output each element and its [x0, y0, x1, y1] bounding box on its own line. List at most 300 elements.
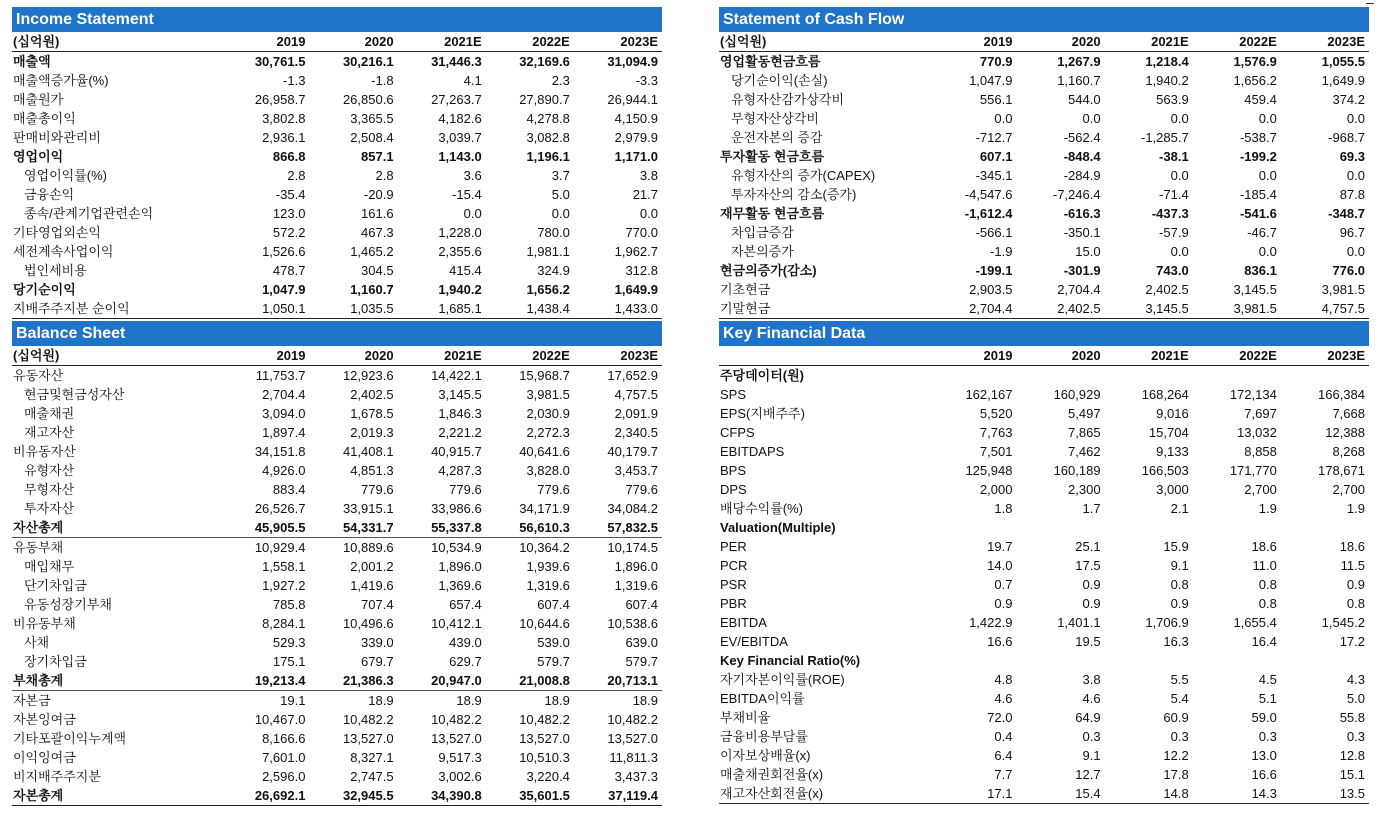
value-cell: 19,213.4 [221, 671, 309, 691]
value-cell: 1,055.5 [1321, 54, 1365, 69]
value-cell: 3,802.8 [262, 111, 306, 126]
value-cell: 1,267.9 [1057, 54, 1101, 69]
value-cell: 3.8 [1082, 672, 1101, 687]
key-financial-data-panel [719, 321, 1369, 804]
row-label: Key Financial Ratio(%) [720, 653, 861, 668]
table-row [12, 633, 662, 652]
value-cell: 2,272.3 [526, 425, 570, 440]
table-row [12, 729, 662, 748]
row-label: 영업활동현금흐름 [720, 54, 821, 69]
value-cell: -1.9 [990, 244, 1013, 259]
value-cell: 439.0 [449, 635, 482, 650]
value-cell: 2.8 [287, 168, 306, 183]
value-cell: -1,285.7 [1140, 130, 1189, 145]
table-row [12, 404, 662, 423]
key-financial-data-table [719, 346, 1369, 804]
value-cell: 2,355.6 [438, 244, 482, 259]
table-row [719, 299, 1369, 319]
value-cell: 4,287.3 [438, 463, 482, 478]
value-cell: 3.6 [463, 168, 482, 183]
table-row [719, 575, 1369, 594]
value-cell: -284.9 [1063, 168, 1101, 183]
value-cell: 57,832.5 [574, 518, 662, 538]
year-header: 2023E [574, 346, 662, 366]
year-header: 2023E [1281, 32, 1369, 52]
value-cell: 15,704 [1148, 425, 1189, 440]
value-cell: 0.0 [1170, 111, 1189, 126]
value-cell: 178,671 [1318, 463, 1365, 478]
row-label: 부채총계 [12, 671, 221, 691]
value-cell: 26,850.6 [342, 92, 394, 107]
value-cell: 529.3 [272, 635, 306, 650]
value-cell: 0.0 [1170, 168, 1189, 183]
table-row [12, 748, 662, 767]
value-cell: 1,047.9 [969, 73, 1013, 88]
row-label: PSR [720, 577, 747, 592]
value-cell: 779.6 [449, 482, 482, 497]
row-label: PCR [720, 558, 748, 573]
value-cell: -15.4 [452, 187, 482, 202]
value-cell: 0.3 [1346, 729, 1365, 744]
row-label: EBITDA [720, 615, 767, 630]
row-label: 재고자산회전율(x) [719, 784, 928, 804]
table-row [12, 767, 662, 786]
year-header: 2021E [398, 32, 486, 52]
value-cell: 2,402.5 [1145, 282, 1189, 297]
value-cell: 780.0 [537, 225, 570, 240]
year-header: 2021E [1105, 32, 1193, 52]
row-label: 재무활동 현금흐름 [720, 206, 825, 221]
row-label: 장기차입금 [24, 654, 87, 669]
value-cell: 72.0 [987, 710, 1013, 725]
value-cell: -848.4 [1063, 149, 1101, 164]
value-cell: 13.0 [1251, 748, 1277, 763]
table-row [719, 166, 1369, 185]
value-cell: 18.9 [544, 693, 570, 708]
year-header: 2020 [1016, 32, 1104, 52]
income-statement-panel [12, 7, 662, 319]
table-row [12, 423, 662, 442]
value-cell: 3,082.8 [526, 130, 570, 145]
value-cell: 556.1 [979, 92, 1013, 107]
key-financial-data-title: Key Financial Data [719, 321, 1369, 346]
value-cell: 55.8 [1339, 710, 1365, 725]
row-label: 매출액 [13, 54, 51, 69]
value-cell: 40,179.7 [607, 444, 658, 459]
row-label: 단기차입금 [24, 578, 87, 593]
row-label: 세전계속사업이익 [13, 244, 114, 259]
value-cell [928, 518, 1016, 537]
row-label: 기말현금 [719, 299, 928, 319]
value-cell: 166,503 [1141, 463, 1189, 478]
row-label: 매출채권 [24, 406, 75, 421]
value-cell: 0.7 [994, 577, 1013, 592]
value-cell: 0.0 [994, 111, 1013, 126]
cash-flow-title: Statement of Cash Flow [719, 7, 1369, 32]
value-cell: -562.4 [1063, 130, 1101, 145]
value-cell: 3,145.5 [1105, 299, 1193, 319]
table-row [12, 147, 662, 166]
value-cell: 1,035.5 [309, 299, 397, 319]
value-cell: 4,851.3 [350, 463, 394, 478]
value-cell: 19.1 [280, 693, 306, 708]
value-cell: 10,889.6 [342, 540, 394, 555]
value-cell: 0.0 [1258, 244, 1277, 259]
value-cell: 5.0 [551, 187, 570, 202]
value-cell: 21.7 [632, 187, 658, 202]
value-cell: -566.1 [975, 225, 1013, 240]
value-cell: 16.4 [1251, 634, 1277, 649]
value-cell: 2,402.5 [1016, 299, 1104, 319]
value-cell: 0.3 [1082, 729, 1101, 744]
value-cell: 3,437.3 [614, 769, 658, 784]
table-row [719, 651, 1369, 670]
value-cell: 30,216.1 [342, 54, 394, 69]
header-row [719, 32, 1369, 52]
unit-label: (십억원) [719, 32, 928, 52]
row-label: 영업이익 [13, 149, 64, 164]
table-row [12, 691, 662, 711]
value-cell: 3,981.5 [1321, 282, 1365, 297]
table-row [719, 537, 1369, 556]
value-cell: 0.9 [1346, 577, 1365, 592]
value-cell: 339.0 [361, 635, 394, 650]
value-cell: 26,958.7 [254, 92, 306, 107]
income-statement-title: Income Statement [12, 7, 662, 32]
year-header: 2019 [928, 32, 1016, 52]
table-row [12, 576, 662, 595]
value-cell: 7.7 [994, 767, 1013, 782]
value-cell: 64.9 [1075, 710, 1101, 725]
value-cell: 13,032 [1237, 425, 1277, 440]
row-label: 운전자본의 증감 [731, 130, 823, 145]
value-cell: 20,947.0 [398, 671, 486, 691]
value-cell: 10,482.2 [519, 712, 570, 727]
value-cell: 166,384 [1318, 387, 1365, 402]
value-cell: 26,526.7 [254, 501, 306, 516]
cash-flow-table [719, 32, 1369, 319]
row-label: 자본의증가 [731, 244, 794, 259]
row-label: 배당수익률(%) [720, 501, 804, 516]
value-cell: 10,364.2 [519, 540, 570, 555]
value-cell: 10,538.6 [607, 616, 658, 631]
value-cell: 2,091.9 [614, 406, 658, 421]
value-cell [1016, 518, 1104, 537]
table-row [719, 423, 1369, 442]
row-label: 비유동부채 [13, 616, 76, 631]
value-cell: 30,761.5 [254, 54, 306, 69]
value-cell: 0.0 [1258, 168, 1277, 183]
value-cell: 607.4 [537, 597, 570, 612]
value-cell: 8,166.6 [262, 731, 306, 746]
value-cell: 9,517.3 [438, 750, 482, 765]
value-cell: 10,174.5 [607, 540, 658, 555]
value-cell: 15.0 [1075, 244, 1101, 259]
row-label: 지배주주지분 순이익 [12, 299, 221, 319]
income-statement-table [12, 32, 662, 319]
row-label: SPS [720, 387, 747, 402]
value-cell: 175.1 [272, 654, 306, 669]
value-cell: 27,890.7 [519, 92, 570, 107]
value-cell: 0.3 [1258, 729, 1277, 744]
value-cell: 743.0 [1156, 263, 1189, 278]
value-cell: 3,002.6 [438, 769, 482, 784]
table-row [12, 261, 662, 280]
row-label: 이익잉여금 [13, 750, 76, 765]
value-cell: 26,692.1 [221, 786, 309, 806]
value-cell: 707.4 [361, 597, 394, 612]
year-header: 2022E [1193, 32, 1281, 52]
table-row [12, 299, 662, 319]
value-cell: 160,929 [1053, 387, 1101, 402]
table-row [719, 71, 1369, 90]
table-row [719, 461, 1369, 480]
year-header: 2019 [928, 346, 1016, 366]
table-row [719, 499, 1369, 518]
value-cell: 0.8 [1170, 577, 1189, 592]
table-row [719, 594, 1369, 613]
unit-label [719, 346, 928, 366]
value-cell: 40,641.6 [519, 444, 570, 459]
value-cell: 60.9 [1163, 710, 1189, 725]
row-label: 유형자산의 증가(CAPEX) [731, 168, 876, 183]
row-label: 주당데이터(원) [720, 368, 805, 383]
value-cell: 26,944.1 [607, 92, 658, 107]
value-cell: 0.9 [1082, 596, 1101, 611]
value-cell: 776.0 [1332, 263, 1365, 278]
table-row [719, 708, 1369, 727]
value-cell: 1,369.6 [438, 578, 482, 593]
value-cell: 0.0 [551, 206, 570, 221]
value-cell: -1,612.4 [964, 206, 1013, 221]
value-cell: 31,094.9 [607, 54, 658, 69]
value-cell: 9,016 [1156, 406, 1189, 421]
value-cell: 168,264 [1141, 387, 1189, 402]
value-cell: 2,019.3 [350, 425, 394, 440]
value-cell: 478.7 [272, 263, 306, 278]
value-cell: 1,896.0 [438, 559, 482, 574]
value-cell: 679.7 [361, 654, 394, 669]
value-cell: -1.8 [371, 73, 394, 88]
value-cell [1281, 651, 1369, 670]
year-header: 2021E [1105, 346, 1193, 366]
value-cell: 12.7 [1075, 767, 1101, 782]
value-cell: 1,050.1 [221, 299, 309, 319]
year-header: 2022E [1193, 346, 1281, 366]
value-cell: 3,365.5 [350, 111, 394, 126]
value-cell: 1,433.0 [574, 299, 662, 319]
value-cell: 15,968.7 [519, 368, 570, 383]
value-cell: 0.0 [1170, 244, 1189, 259]
value-cell: 3,828.0 [526, 463, 570, 478]
value-cell: 2,704.4 [928, 299, 1016, 319]
value-cell: 1,981.1 [526, 244, 570, 259]
table-row [12, 538, 662, 558]
table-row [719, 689, 1369, 708]
value-cell: -616.3 [1063, 206, 1101, 221]
table-row [12, 204, 662, 223]
value-cell [1016, 651, 1104, 670]
value-cell: 2,704.4 [262, 387, 306, 402]
row-label: 투자자산 [24, 501, 75, 516]
value-cell: 779.6 [537, 482, 570, 497]
value-cell: 579.7 [625, 654, 658, 669]
value-cell: 3,145.5 [438, 387, 482, 402]
row-label: 당기순이익(손실) [731, 73, 828, 88]
value-cell: 123.0 [272, 206, 306, 221]
value-cell: 0.0 [1346, 168, 1365, 183]
value-cell: 0.8 [1258, 596, 1277, 611]
value-cell: 17,652.9 [607, 368, 658, 383]
value-cell: -712.7 [975, 130, 1013, 145]
year-header: 2021E [398, 346, 486, 366]
value-cell: 54,331.7 [309, 518, 397, 538]
row-label: 판매비와관리비 [13, 130, 101, 145]
table-row [719, 632, 1369, 651]
value-cell: 3,039.7 [438, 130, 482, 145]
value-cell: 12.8 [1339, 748, 1365, 763]
row-label: 매출채권회전율(x) [720, 767, 824, 782]
value-cell: 785.8 [272, 597, 306, 612]
value-cell: 11,811.3 [609, 750, 658, 765]
value-cell: 10,929.4 [254, 540, 306, 555]
value-cell: 1.9 [1346, 501, 1365, 516]
row-label: 유동성장기부채 [24, 597, 112, 612]
value-cell: 4.1 [463, 73, 482, 88]
row-label: EPS(지배주주) [720, 406, 805, 421]
value-cell: 579.7 [537, 654, 570, 669]
value-cell: 2,508.4 [350, 130, 394, 145]
table-row [719, 480, 1369, 499]
value-cell: 1,656.2 [1233, 73, 1277, 88]
value-cell: 3,453.7 [614, 463, 658, 478]
value-cell: 1,685.1 [398, 299, 486, 319]
value-cell: 4,182.6 [438, 111, 482, 126]
value-cell: 161.6 [361, 206, 394, 221]
value-cell [1193, 651, 1281, 670]
value-cell: 2,936.1 [262, 130, 306, 145]
value-cell [1281, 366, 1369, 386]
value-cell: 1,438.4 [486, 299, 574, 319]
value-cell: 18.6 [1339, 539, 1365, 554]
row-label: 기타포괄이익누계액 [13, 731, 127, 746]
value-cell: 34,171.9 [519, 501, 570, 516]
row-label: 무형자산 [24, 482, 75, 497]
value-cell: 56,610.3 [486, 518, 574, 538]
value-cell: -46.7 [1247, 225, 1277, 240]
value-cell: 6.4 [994, 748, 1013, 763]
row-label: 유동자산 [13, 368, 64, 383]
table-row [719, 784, 1369, 804]
value-cell: 3,145.5 [1233, 282, 1277, 297]
value-cell: 87.8 [1339, 187, 1365, 202]
value-cell: 7,501 [979, 444, 1013, 459]
value-cell: -350.1 [1063, 225, 1101, 240]
value-cell: 27,263.7 [431, 92, 482, 107]
value-cell: 572.2 [272, 225, 306, 240]
row-label: 현금및현금성자산 [24, 387, 125, 402]
row-label: CFPS [720, 425, 755, 440]
value-cell: 539.0 [537, 635, 570, 650]
value-cell: 14,422.1 [431, 368, 482, 383]
value-cell: 1,319.6 [614, 578, 658, 593]
value-cell: -301.9 [1063, 263, 1101, 278]
value-cell: 19.7 [987, 539, 1013, 554]
value-cell: 415.4 [449, 263, 482, 278]
value-cell: 171,770 [1229, 463, 1277, 478]
value-cell: 125,948 [965, 463, 1013, 478]
value-cell: 459.4 [1244, 92, 1277, 107]
value-cell: 1,319.6 [526, 578, 570, 593]
row-label: 매출액증가율(%) [13, 73, 109, 88]
row-label: 자산총계 [12, 518, 221, 538]
value-cell: -1.3 [283, 73, 306, 88]
table-row [12, 442, 662, 461]
value-cell: 0.0 [639, 206, 658, 221]
table-row [719, 746, 1369, 765]
value-cell: 3,981.5 [526, 387, 570, 402]
value-cell: 2,903.5 [969, 282, 1013, 297]
value-cell: 19.5 [1075, 634, 1101, 649]
row-label: 비지배주주지분 [13, 769, 101, 784]
row-label: 무형자산상각비 [731, 111, 819, 126]
value-cell: 1,419.6 [350, 578, 394, 593]
value-cell: 4,757.5 [614, 387, 658, 402]
value-cell: 0.0 [1082, 111, 1101, 126]
value-cell [928, 366, 1016, 386]
value-cell: 21,386.3 [309, 671, 397, 691]
table-row [719, 109, 1369, 128]
year-header: 2023E [1281, 346, 1369, 366]
value-cell: 2,030.9 [526, 406, 570, 421]
table-row [12, 385, 662, 404]
value-cell: -38.1 [1159, 149, 1189, 164]
value-cell: 7,462 [1068, 444, 1101, 459]
year-header: 2020 [309, 346, 397, 366]
value-cell: -437.3 [1151, 206, 1189, 221]
value-cell: 17.5 [1075, 558, 1101, 573]
table-row [719, 223, 1369, 242]
table-row [12, 595, 662, 614]
value-cell: 45,905.5 [221, 518, 309, 538]
value-cell: 4.6 [994, 691, 1013, 706]
table-row [12, 786, 662, 806]
value-cell: 657.4 [449, 597, 482, 612]
value-cell: 5,497 [1068, 406, 1101, 421]
row-label: 현금의증가(감소) [720, 263, 817, 278]
value-cell: 374.2 [1332, 92, 1365, 107]
row-label: 유형자산감가상각비 [731, 92, 845, 107]
value-cell: 15.4 [1016, 784, 1104, 804]
value-cell: -20.9 [363, 187, 394, 202]
value-cell: 12.2 [1163, 748, 1189, 763]
value-cell: -7,246.4 [1052, 187, 1101, 202]
value-cell: 4,150.9 [614, 111, 658, 126]
table-row [719, 442, 1369, 461]
value-cell: 2,001.2 [350, 559, 394, 574]
value-cell: 1,160.7 [1057, 73, 1101, 88]
value-cell: 17.8 [1163, 767, 1189, 782]
value-cell: 34,151.8 [254, 444, 306, 459]
balance-sheet-panel [12, 321, 662, 806]
table-row [719, 385, 1369, 404]
value-cell: 4.3 [1346, 672, 1365, 687]
value-cell: 3,094.0 [262, 406, 306, 421]
value-cell: 15.9 [1163, 539, 1189, 554]
table-row [12, 223, 662, 242]
value-cell: 5.4 [1170, 691, 1189, 706]
value-cell: 1,649.9 [614, 282, 658, 297]
